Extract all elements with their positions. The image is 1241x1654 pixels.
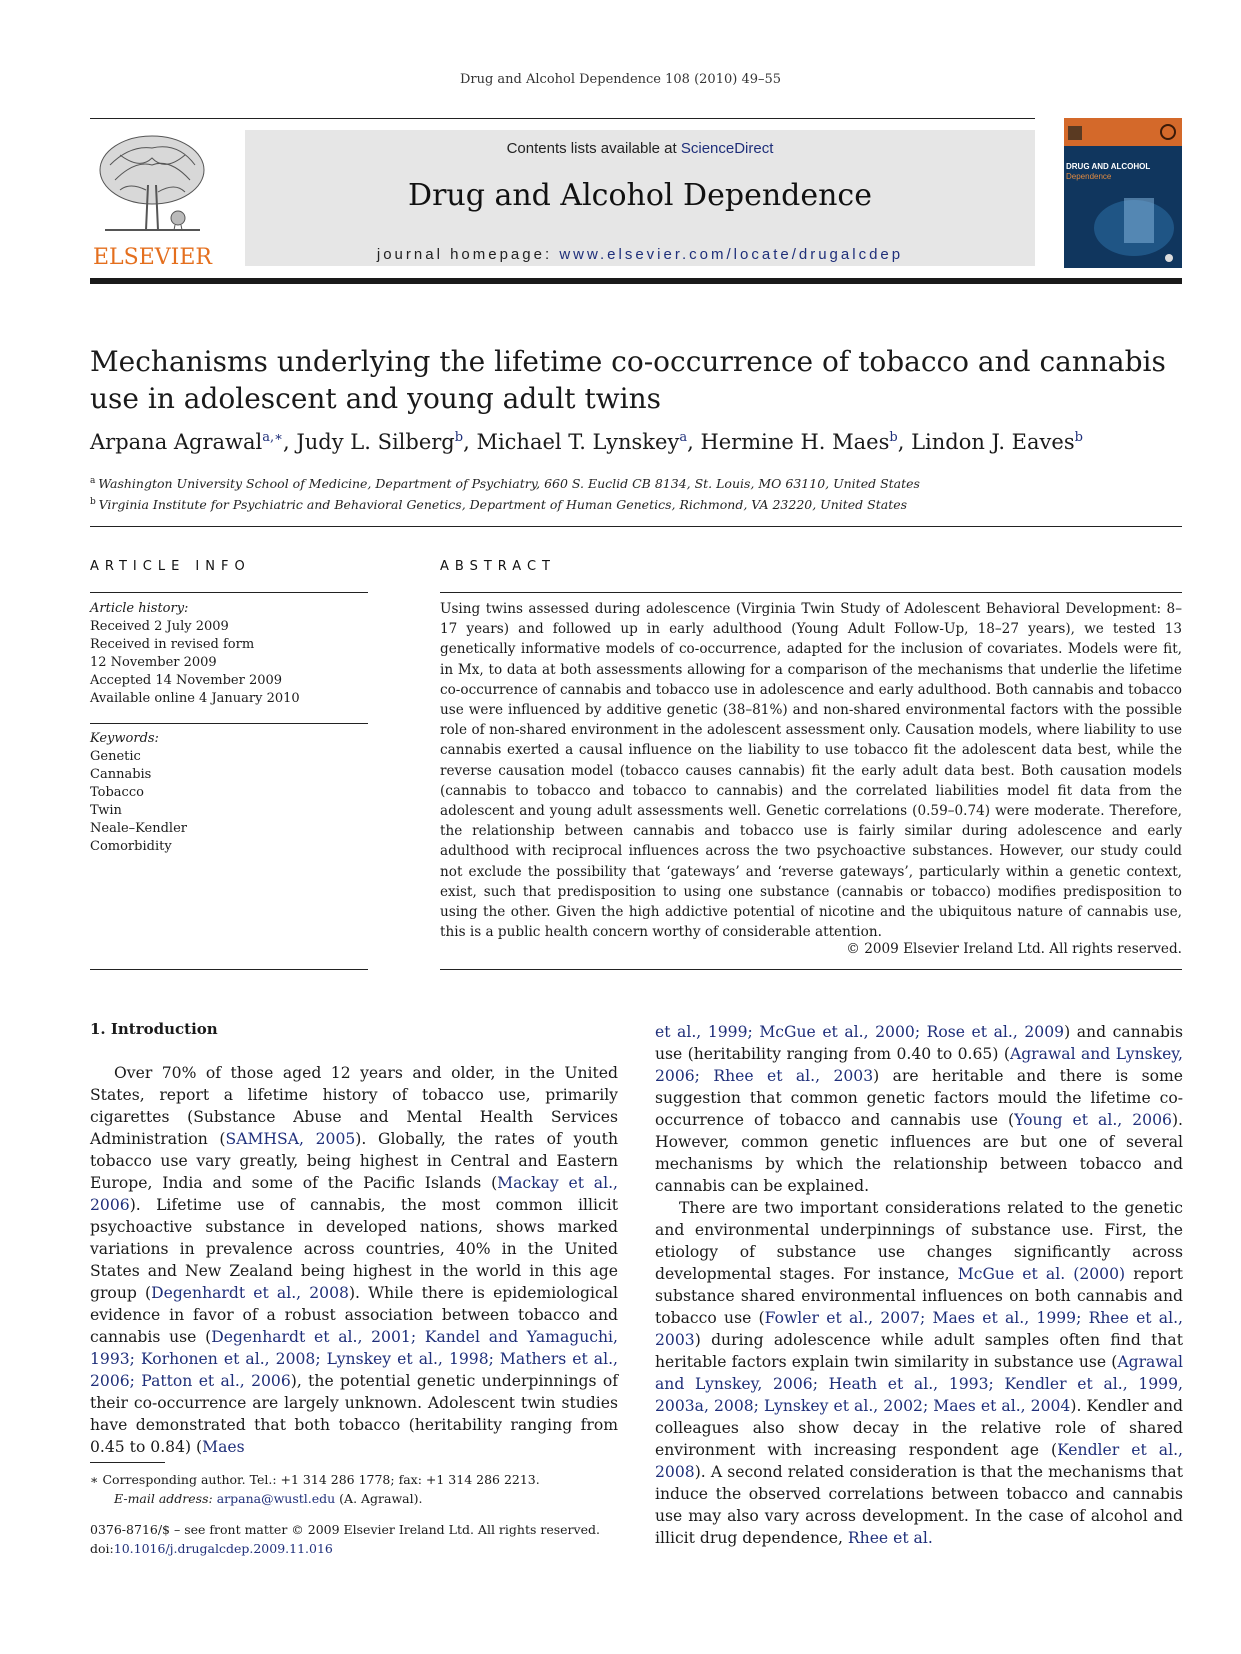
doi-label: doi:: [90, 1541, 114, 1556]
citation-link[interactable]: Young et al., 2006: [1014, 1111, 1172, 1129]
body-column-right: [655, 1021, 1183, 1549]
abstract-text: Using twins assessed during adolescence (Virginia Twin Study of Adolescent Behavioral Development: 8–17 years) and followed up in early adulthood (Young Adult Follow-Up, 18–27 years), we tested 13 genetically informative models of co-occurrence, adapted for the inclusion of covariates. Models were fit, in Mx, to data at both assessments allowing for a comparison of the mechanisms that underlie the lifetime co-occurrence of cannabis and tobacco use in adolescence and early adulthood. Both cannabis and tobacco use were influenced by additive genetic (38–81%) and non-shared environmental factors with the possible role of non-shared environment in the adolescent assessment only. Causation models, where liability to use cannabis exerted a causal influence on the liability to use tobacco fit the adolescent data best, while the reverse causation model (tobacco causes cannabis) fit the early adult data best. Both causation models (cannabis to tobacco and tobacco to cannabis) and the correlated liabilities model fit data from the adolescent and young adult assessments well. Genetic correlations (0.59–0.74) were moderate. Therefore, the relationship between cannabis and tobacco use is fairly similar during adolescence and early adulthood with reciprocal influences across the two psychoactive substances. However, our study could not exclude the possibility that ‘gateways’ and ‘reverse gateways’, particularly within a genetic context, exist, such that predisposition to using one substance (cannabis or tobacco) modifies predisposition to using the other. Given the high addictive potential of nicotine and the ubiquitous nature of cannabis use, this is a public health concern worthy of considerable attention.: [440, 601, 1182, 941]
email-label: E-mail address:: [114, 1491, 217, 1506]
abstract-heading: ABSTRACT: [440, 559, 556, 574]
citation-link[interactable]: Kendler et al., 2008: [655, 1441, 1183, 1481]
paragraph: Over 70% of those aged 12 years and older, in the United States, report a lifetime history of tobacco use, primarily cigarettes (Substance Abuse and Mental Health Services Administration (SAMHSA, 2005). Globally, the rates of youth tobacco use vary greatly, being highest in Central and Eastern Europe, India and some of the Pacific Islands (Mackay et al., 2006). Lifetime use of cannabis, the most common illicit psychoactive substance in developed nations, shows marked variations in prevalence across countries, 40% in the United States and New Zealand being highest in the world in this age group (Degenhardt et al., 2008). While there is epidemiological evidence in favor of a robust association between tobacco and cannabis use (Degenhardt et al., 2001; Kandel and Yamaguchi, 1993; Korhonen et al., 2008; Lynskey et al., 1998; Mathers et al., 2006; Patton et al., 2006), the potential genetic underpinnings of their co-occurrence are largely unknown. Adolescent twin studies have demonstrated that both tobacco (heritability ranging from 0.45 to 0.84) (Maes: [90, 1064, 619, 1456]
front-matter: [90, 1520, 650, 1558]
front-matter-text: 0376-8716/$ – see front matter © 2009 Elsevier Ireland Ltd. All rights reserved.: [90, 1522, 600, 1537]
email-suffix: (A. Agrawal).: [335, 1491, 423, 1506]
citation-link[interactable]: Mackay et al., 2006: [90, 1174, 618, 1214]
article-history: [90, 600, 368, 708]
article-info-heading: ARTICLE INFO: [90, 559, 251, 574]
abstract-rule: [440, 592, 1182, 593]
info-rule: [90, 969, 368, 970]
article-title: Mechanisms underlying the lifetime co-occurrence of tobacco and cannabis use in adolescent and young adult twins: [90, 345, 1166, 415]
journal-banner: [245, 130, 1035, 266]
citation-link[interactable]: Rhee et al.: [847, 1529, 933, 1547]
history-label: Article history:: [90, 601, 189, 616]
history-item: 12 November 2009: [90, 655, 217, 670]
keyword-item: Comorbidity: [90, 839, 172, 854]
email-link[interactable]: arpana@wustl.edu: [216, 1491, 336, 1506]
keywords-label: Keywords:: [90, 731, 159, 746]
tree-icon: [90, 130, 215, 240]
author-affiliation-mark[interactable]: b: [1074, 430, 1083, 445]
author-name: Arpana Agrawal: [90, 430, 263, 454]
keyword-item: Tobacco: [90, 785, 144, 800]
homepage-prefix: journal homepage:: [376, 246, 560, 263]
author-affiliation-mark[interactable]: a: [679, 430, 688, 445]
journal-reference: Drug and Alcohol Dependence 108 (2010) 49–55: [459, 72, 782, 87]
history-item: Received in revised form: [90, 637, 255, 652]
info-rule: [90, 592, 368, 593]
keyword-item: Twin: [90, 803, 122, 818]
cover-title: DRUG AND ALCOHOL: [1066, 162, 1151, 171]
affiliation-line: $^b$ Virginia Institute for Psychiatric and Behavioral Genetics, Department of Human Genetics, Richmond, VA 23220, United States: [90, 497, 908, 513]
keywords-block: [90, 730, 368, 856]
cover-subtitle: Dependence: [1066, 172, 1112, 181]
citation-link[interactable]: et al., 1999; McGue et al., 2000; Rose et al., 2009: [655, 1023, 1065, 1041]
history-item: Received 2 July 2009: [90, 619, 229, 634]
info-rule: [90, 723, 368, 724]
citation-link[interactable]: McGue et al. (2000): [957, 1265, 1126, 1283]
homepage-line: [245, 246, 1035, 263]
author-name: Michael T. Lynskey: [476, 430, 680, 454]
history-list: [90, 618, 368, 708]
history-item: Available online 4 January 2010: [90, 691, 300, 706]
doi-link[interactable]: 10.1016/j.drugalcdep.2009.11.016: [113, 1541, 333, 1556]
paragraph: There are two important considerations related to the genetic and environmental underpinnings of substance use. First, the etiology of substance use changes significantly across developmental stages. For instance, McGue et al. (2000) report substance shared environmental influences on both cannabis and tobacco use (Fowler et al., 2007; Maes et al., 1999; Rhee et al., 2003) during adolescence while adult samples often find that heritable factors explain twin similarity in substance use (Agrawal and Lynskey, 2006; Heath et al., 1993; Kendler et al., 1999, 2003a, 2008; Lynskey et al., 2002; Maes et al., 2004). Kendler and colleagues also show decay in the relative role of shared environment with increasing respondent age (Kendler et al., 2008). A second related consideration is that the mechanisms that induce the observed correlations between tobacco and cannabis use may also vary across development. In the case of alcohol and illicit drug dependence, Rhee et al.: [655, 1199, 1183, 1547]
cover-image-icon: [1064, 118, 1182, 268]
title-rule: [90, 526, 1182, 527]
affiliations: [90, 472, 1185, 514]
author-list: Arpana Agrawal$^{a,∗}$, Judy L. Silberg$^b$, Michael T. Lynskey$^a$, Hermine H. Maes$^b$, Lindon J. Eaves$^b$: [90, 430, 1083, 454]
citation-link[interactable]: Fowler et al., 2007; Maes et al., 1999; Rhee et al., 2003: [655, 1309, 1183, 1349]
elsevier-logo: [90, 130, 215, 270]
journal-name: Drug and Alcohol Dependence: [408, 178, 872, 213]
header-thick-rule: [90, 278, 1182, 284]
footnote-mark: ∗: [90, 1472, 99, 1487]
body-column-left: [90, 1062, 618, 1458]
journal-cover: [1064, 118, 1182, 268]
author-name: Lindon J. Eaves: [911, 430, 1075, 454]
keyword-list: [90, 748, 368, 856]
history-item: Accepted 14 November 2009: [90, 673, 283, 688]
keyword-item: Neale–Kendler: [90, 821, 187, 836]
header-rule: [90, 118, 1035, 119]
sciencedirect-link[interactable]: ScienceDirect: [680, 140, 774, 157]
paragraph: et al., 1999; McGue et al., 2000; Rose et al., 2009) and cannabis use (heritability ranging from 0.40 to 0.65) (Agrawal and Lynskey, 2006; Rhee et al., 2003) are heritable and there is some suggestion that common genetic factors mould the lifetime co-occurrence of tobacco and cannabis use (Young et al., 2006). However, common genetic influences are but one of several mechanisms by which the relationship between tobacco and cannabis can be explained.: [655, 1023, 1183, 1195]
author-name: Hermine H. Maes: [700, 430, 890, 454]
homepage-link[interactable]: www.elsevier.com/locate/drugalcdep: [559, 246, 904, 263]
footnote-rule: [90, 1462, 165, 1463]
author-affiliation-mark[interactable]: b: [889, 430, 898, 445]
abstract-rule: [440, 969, 1182, 970]
citation-link[interactable]: Maes: [202, 1438, 245, 1456]
contents-prefix: Contents lists available at: [506, 140, 681, 157]
affiliation-line: $^a$ Washington University School of Medicine, Department of Psychiatry, 660 S. Euclid CB 8134, St. Louis, MO 63110, United States: [90, 476, 920, 492]
citation-link[interactable]: Agrawal and Lynskey, 2006; Rhee et al., 2003: [655, 1045, 1183, 1085]
citation-link[interactable]: SAMHSA, 2005: [225, 1130, 356, 1148]
author-affiliation-mark[interactable]: a,∗: [262, 430, 283, 445]
author-affiliation-mark[interactable]: b: [454, 430, 464, 445]
footnote-text: Corresponding author. Tel.: +1 314 286 1778; fax: +1 314 286 2213.: [102, 1472, 540, 1487]
keyword-item: Genetic: [90, 749, 141, 764]
citation-link[interactable]: Agrawal and Lynskey, 2006; Heath et al., 1993; Kendler et al., 1999, 2003a, 2008; Lynskey et al., 2002; Maes et al., 2004: [655, 1353, 1183, 1415]
keyword-item: Cannabis: [90, 767, 152, 782]
citation-link[interactable]: Degenhardt et al., 2008: [151, 1284, 349, 1302]
section-heading-introduction: 1. Introduction: [90, 1020, 218, 1038]
contents-line: [245, 140, 1035, 157]
citation-link[interactable]: Degenhardt et al., 2001; Kandel and Yamaguchi, 1993; Korhonen et al., 2008; Lynskey et al., 1998; Mathers et al., 2006; Patton et al., 2006: [90, 1328, 619, 1390]
footnote: [90, 1470, 650, 1508]
abstract-copyright: © 2009 Elsevier Ireland Ltd. All rights reserved.: [846, 941, 1182, 957]
author-name: Judy L. Silberg: [296, 430, 455, 454]
elsevier-wordmark: ELSEVIER: [92, 245, 212, 270]
